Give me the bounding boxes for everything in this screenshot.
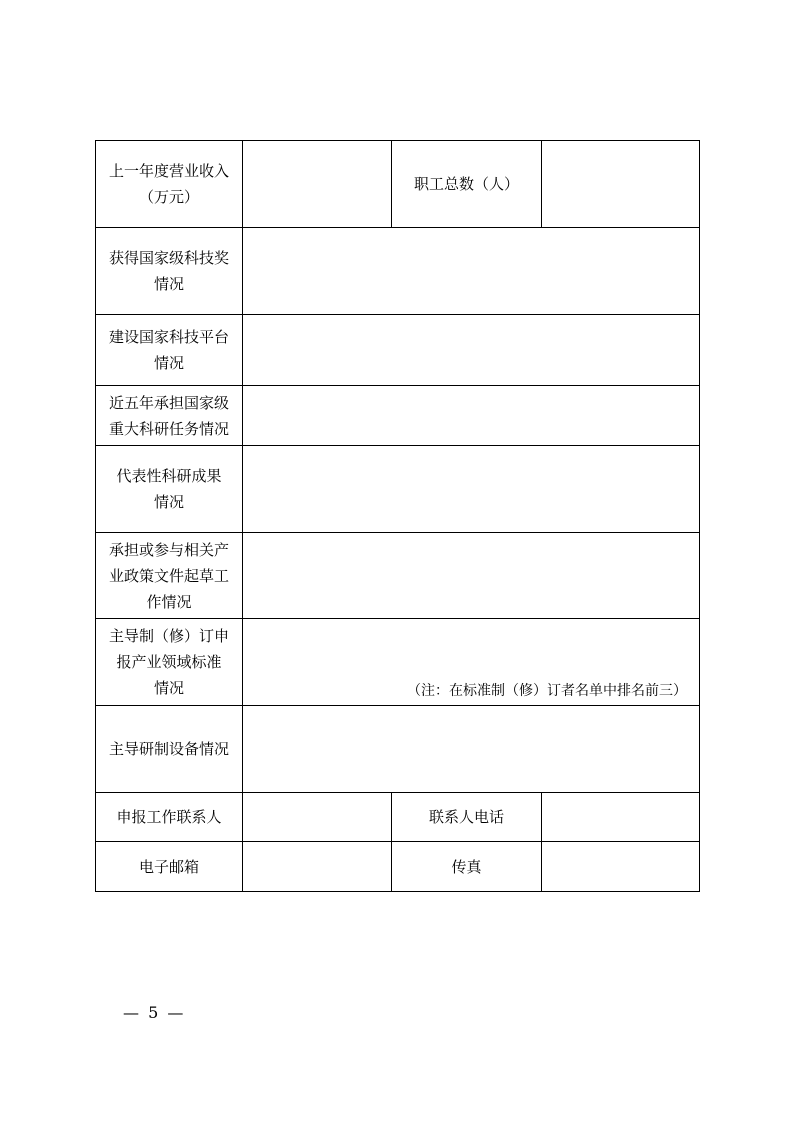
standards-note: （注：在标准制（修）订者名单中排名前三） [407, 683, 687, 699]
platform-label: 建设国家科技平台 情况 [96, 315, 243, 386]
standards-label: 主导制（修）订申 报产业领域标准 情况 [96, 619, 243, 706]
phone-value-field[interactable] [542, 793, 700, 842]
tasks-value-field[interactable] [243, 386, 700, 446]
employees-label: 职工总数（人） [392, 141, 542, 228]
email-label: 电子邮箱 [96, 842, 243, 892]
standards-value-field[interactable] [243, 619, 700, 706]
phone-label: 联系人电话 [392, 793, 542, 842]
policy-value-field[interactable] [243, 533, 700, 619]
equipment-label: 主导研制设备情况 [96, 706, 243, 793]
contact-label: 申报工作联系人 [96, 793, 243, 842]
results-row [96, 446, 700, 533]
revenue-label: 上一年度营业收入 （万元） [96, 141, 243, 228]
email-value-field[interactable] [243, 842, 392, 892]
results-label: 代表性科研成果 情况 [96, 446, 243, 533]
awards-value-field[interactable] [243, 228, 700, 315]
awards-row [96, 228, 700, 315]
policy-label: 承担或参与相关产 业政策文件起草工 作情况 [96, 533, 243, 619]
awards-label: 获得国家级科技奖 情况 [96, 228, 243, 315]
email-row [96, 842, 700, 892]
platform-value-field[interactable] [243, 315, 700, 386]
platform-row [96, 315, 700, 386]
page-number: — 5 — [123, 1003, 186, 1022]
fax-value-field[interactable] [542, 842, 700, 892]
contact-value-field[interactable] [243, 793, 392, 842]
policy-row [96, 533, 700, 619]
equipment-value-field[interactable] [243, 706, 700, 793]
tasks-label: 近五年承担国家级 重大科研任务情况 [96, 386, 243, 446]
application-form-table [95, 140, 700, 892]
standards-row [96, 619, 700, 706]
revenue-value-field[interactable] [243, 141, 392, 228]
employees-value-field[interactable] [542, 141, 700, 228]
contact-row [96, 793, 700, 842]
tasks-row [96, 386, 700, 446]
equipment-row [96, 706, 700, 793]
results-value-field[interactable] [243, 446, 700, 533]
fax-label: 传真 [392, 842, 542, 892]
revenue-row [96, 141, 700, 228]
